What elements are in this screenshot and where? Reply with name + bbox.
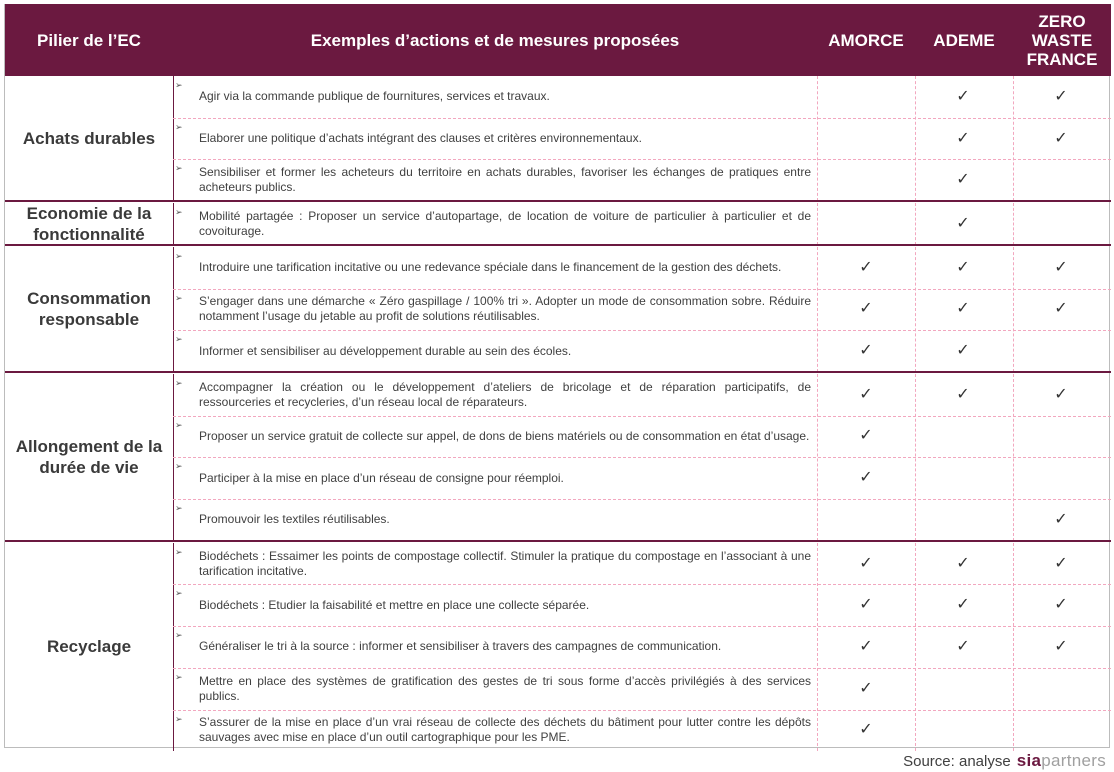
check-zwf-icon: ✓ [1054, 637, 1068, 655]
pillar-divider [173, 76, 174, 201]
measures-table [4, 4, 1110, 748]
bullet-arrow-icon: ➢ [175, 546, 183, 557]
bullet-arrow-icon: ➢ [175, 377, 183, 388]
action-text [199, 118, 811, 160]
action-text-content: S’assurer de la mise en place d’un vrai réseau de collecte des déchets du bâtiment pour lutter contre les dépôts sauvages avec mise en place d’un outil cartographique pour les PME. [199, 715, 811, 745]
pillar-label: Recyclage [46, 637, 132, 657]
check-amorce-icon: ✓ [859, 385, 873, 403]
action-text-content: Participer à la mise en place d’un réseau de consigne pour réemploi. [199, 470, 564, 485]
group-divider [5, 540, 1111, 542]
action-text [199, 203, 811, 245]
column-divider [1013, 247, 1014, 372]
check-zwf-icon: ✓ [1054, 129, 1068, 147]
action-text-content: Sensibiliser et former les acheteurs du territoire en achats durables, favoriser les échanges de pratiques entre acheteurs publics. [199, 165, 811, 195]
action-text [199, 76, 811, 118]
column-divider [1013, 203, 1014, 245]
check-ademe-icon: ✓ [956, 637, 970, 655]
source-label: Source: analyse [903, 752, 1011, 770]
column-divider [915, 247, 916, 372]
pillar-label: Economie de la fonctionnalité [26, 203, 152, 244]
column-divider [817, 76, 818, 201]
check-amorce-icon: ✓ [859, 300, 873, 318]
bullet-arrow-icon: ➢ [175, 80, 183, 90]
column-divider [915, 203, 916, 245]
bullet-arrow-icon: ➢ [175, 207, 183, 218]
action-text [199, 543, 811, 585]
column-divider [1013, 543, 1014, 752]
group-divider [5, 244, 1111, 246]
action-text-content: Généraliser le tri à la source : informer et sensibiliser à travers des campagnes de communication. [199, 639, 722, 654]
pillar-label: Consommation responsable [27, 289, 151, 330]
check-amorce-icon: ✓ [859, 469, 873, 487]
bullet-arrow-icon: ➢ [175, 461, 183, 472]
action-text [199, 289, 811, 331]
action-text [199, 247, 811, 289]
check-zwf-icon: ✓ [1054, 258, 1068, 276]
bullet-arrow-icon: ➢ [175, 292, 183, 303]
action-text-content: Mettre en place des systèmes de gratification des gestes de tri sous forme d’accès privilégiés à des services publics. [199, 673, 811, 703]
action-text [199, 499, 811, 541]
check-amorce-icon: ✓ [859, 637, 873, 655]
check-ademe-icon: ✓ [956, 385, 970, 403]
bullet-arrow-icon: ➢ [175, 334, 183, 345]
action-text [199, 584, 811, 626]
action-text [199, 710, 811, 752]
bullet-arrow-icon: ➢ [175, 250, 183, 261]
source-note [903, 750, 1106, 772]
check-ademe-icon: ✓ [956, 258, 970, 276]
check-zwf-icon: ✓ [1054, 385, 1068, 403]
header-pillar: Pilier de l’EC [37, 30, 141, 50]
action-text-content: Informer et sensibiliser au développement durable au sein des écoles. [199, 343, 572, 358]
check-zwf-icon: ✓ [1054, 510, 1068, 528]
group-divider [5, 200, 1111, 202]
column-divider [915, 543, 916, 752]
check-ademe-icon: ✓ [956, 171, 970, 189]
action-text-content: Biodéchets : Etudier la faisabilité et mettre en place une collecte séparée. [199, 597, 590, 612]
action-text-content: Introduire une tarification incitative ou une redevance spéciale dans le financement de la gestion des déchets. [199, 260, 782, 275]
pillar-divider [173, 543, 174, 752]
check-ademe-icon: ✓ [956, 87, 970, 105]
action-text [199, 626, 811, 668]
check-zwf-icon: ✓ [1054, 87, 1068, 105]
action-text-content: Promouvoir les textiles réutilisables. [199, 512, 390, 527]
check-amorce-icon: ✓ [859, 554, 873, 572]
group-divider [5, 371, 1111, 373]
check-amorce-icon: ✓ [859, 342, 873, 360]
check-zwf-icon: ✓ [1054, 596, 1068, 614]
check-ademe-icon: ✓ [956, 342, 970, 360]
bullet-arrow-icon: ➢ [175, 121, 183, 132]
action-text-content: Accompagner la création ou le développement d’ateliers de bricolage et de réparation participatifs, de ressourceries et recycleries, d’un réseau local de réparateurs. [199, 379, 811, 409]
action-text [199, 457, 811, 499]
action-text-content: Proposer un service gratuit de collecte sur appel, de dons de biens matériels ou de consommation en état d’usage. [199, 428, 810, 443]
check-amorce-icon: ✓ [859, 258, 873, 276]
bullet-arrow-icon: ➢ [175, 588, 183, 599]
column-divider [817, 203, 818, 245]
check-ademe-icon: ✓ [956, 214, 970, 232]
check-zwf-icon: ✓ [1054, 554, 1068, 572]
check-ademe-icon: ✓ [956, 129, 970, 147]
action-text [199, 416, 811, 458]
bullet-arrow-icon: ➢ [175, 671, 183, 682]
column-divider [817, 247, 818, 372]
check-ademe-icon: ✓ [956, 300, 970, 318]
bullet-arrow-icon: ➢ [175, 163, 183, 174]
bullet-arrow-icon: ➢ [175, 419, 183, 430]
column-divider [1013, 76, 1014, 201]
bullet-arrow-icon: ➢ [175, 630, 183, 641]
check-ademe-icon: ✓ [956, 596, 970, 614]
action-text-content: Agir via la commande publique de fournitures, services et travaux. [199, 89, 550, 104]
action-text-content: Biodéchets : Essaimer les points de compostage collectif. Stimuler la pratique du compostage en l’associant à une tarification incitative. [199, 548, 811, 578]
check-ademe-icon: ✓ [956, 554, 970, 572]
pillar-divider [173, 203, 174, 245]
check-amorce-icon: ✓ [859, 427, 873, 445]
action-text [199, 668, 811, 710]
check-amorce-icon: ✓ [859, 596, 873, 614]
pillar-label: Achats durables [22, 129, 156, 149]
column-divider [817, 543, 818, 752]
action-text-content: Mobilité partagée : Proposer un service d’autopartage, de location de voiture de particulier à particulier et de covoiturage. [199, 208, 811, 238]
action-text [199, 330, 811, 372]
action-text [199, 159, 811, 201]
bullet-arrow-icon: ➢ [175, 713, 183, 724]
check-amorce-icon: ✓ [859, 679, 873, 697]
table-header [5, 4, 1111, 76]
header-actions: Exemples d’actions et de mesures proposées [310, 30, 680, 50]
column-divider [915, 76, 916, 201]
pillar-label: Allongement de la durée de vie [15, 437, 163, 478]
check-zwf-icon: ✓ [1054, 300, 1068, 318]
action-text [199, 374, 811, 416]
check-amorce-icon: ✓ [859, 721, 873, 739]
siapartners-logo: siapartners [1016, 751, 1106, 770]
header-amorce: AMORCE [828, 30, 904, 50]
action-text-content: S’engager dans une démarche « Zéro gaspillage / 100% tri ». Adopter un mode de consommation sobre. Réduire notamment l’usage du jetable au profit de solutions réutilisables. [199, 294, 811, 324]
action-text-content: Elaborer une politique d’achats intégrant des clauses et critères environnementaux. [199, 131, 642, 146]
header-zero-waste-france: ZERO WASTE FRANCE [1026, 11, 1098, 69]
bullet-arrow-icon: ➢ [175, 503, 183, 513]
pillar-divider [173, 247, 174, 372]
header-ademe: ADEME [933, 30, 995, 50]
